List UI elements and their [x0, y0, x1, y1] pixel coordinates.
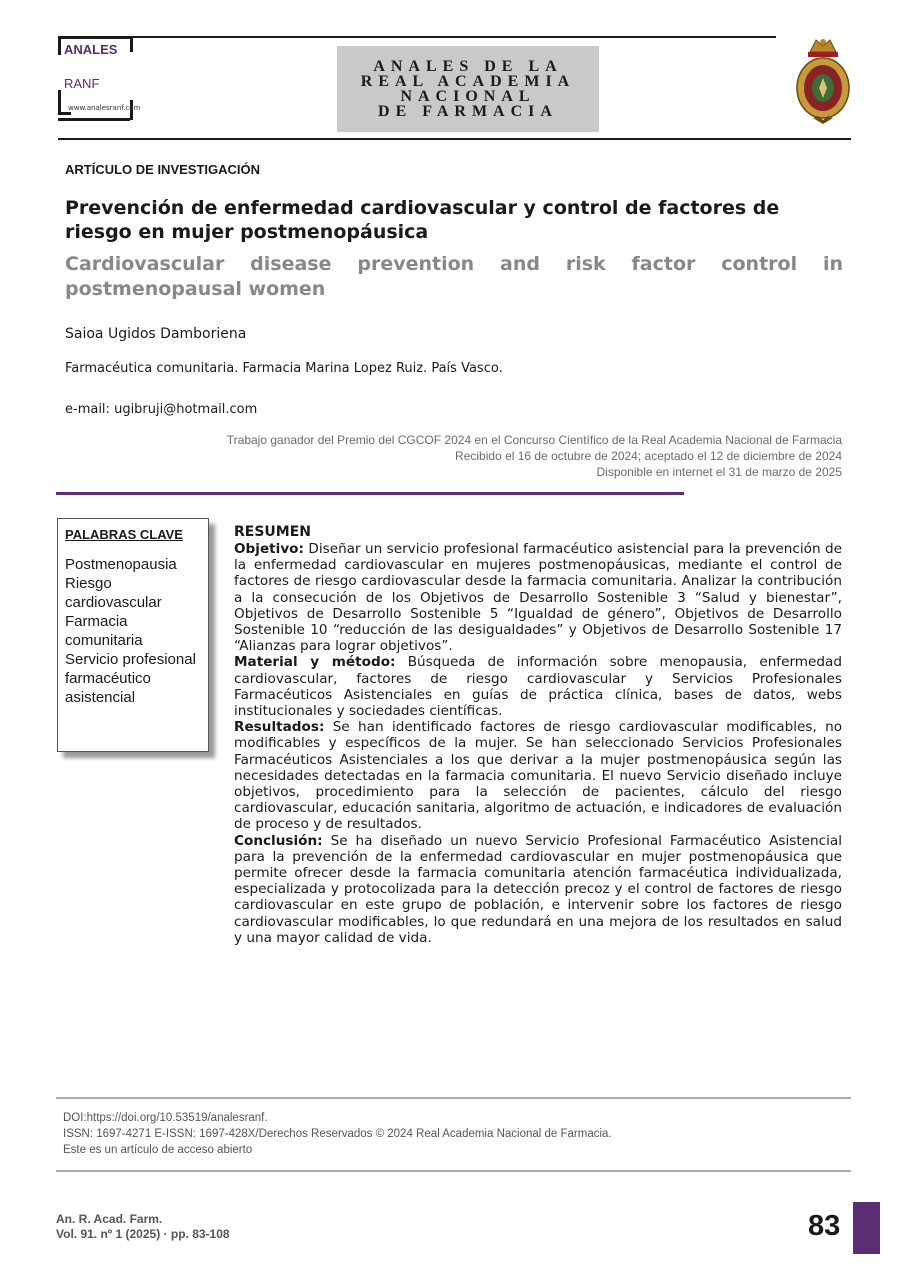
open-access-line: Este es un artículo de acceso abierto [63, 1144, 253, 1156]
footer-bottom-rule [56, 1170, 851, 1172]
logo-url[interactable]: www.analesranf.com [68, 104, 141, 112]
section-text: Se ha diseñado un nuevo Servicio Profesional Farmacéutico Asistencial para la prevención de la enfermedad cardiovascular en mujer postmenopáusica que permite ofrecer desde la farmacia comunitaria atención farmacéutica individualizada, especializada y protocolizada para la detección precoz y el control de factores de riesgo cardiovascular en este grupo de población, e intervenir sobre los factores de riesgo cardiovascular modificables, lo que redundará en una mejora de los resultados en salud y una mayor calidad de vida. [234, 832, 842, 946]
article-title-en: Cardiovascular disease prevention and risk factor control in postmenopausal women [65, 253, 843, 300]
abstract-objective [234, 541, 842, 654]
article-dates [100, 432, 842, 480]
logo-anales-text: ANALES [64, 42, 118, 57]
abstract-methods [234, 654, 842, 719]
author-email-line [65, 402, 257, 417]
journal-name-box [337, 46, 599, 132]
citation [56, 1212, 230, 1242]
abstract-results [234, 719, 842, 832]
doi-link[interactable]: DOI:https://doi.org/10.53519/analesranf. [63, 1112, 268, 1124]
available-note: Disponible en internet el 31 de marzo de 2025 [596, 465, 842, 479]
keyword-item: Farmacia comunitaria [65, 613, 143, 649]
footer-top-rule [56, 1097, 851, 1099]
section-text: Se han identificado factores de riesgo cardiovascular modificables, no modificables y específicos de la mujer. Se han seleccionado Servicios Profesionales Farmacéuticos Asistenciales a los que derivar a la mujer postmenopáusica según las necesidades detectadas en la farmacia comunitaria. El nuevo Servicio diseñado incluye objetivos, procedimiento para la selección de pacientes, cálculo del riesgo cardiovascular, educación sanitaria, algoritmo de actuación, e indicadores de evaluación de proceso y de resultados. [234, 719, 843, 833]
keyword-item: Postmenopausia [65, 556, 177, 573]
award-note: Trabajo ganador del Premio del CGCOF 2024 en el Concurso Científico de la Real Academia Nacional de Farmacia [226, 433, 842, 447]
citation-volume: Vol. 91. nº 1 (2025) · pp. 83-108 [56, 1227, 230, 1241]
abstract-conclusion [234, 833, 842, 946]
header-bottom-rule [58, 138, 851, 140]
section-text: Diseñar un servicio profesional farmacéutico asistencial para la prevención de la enfermedad cardiovascular en mujeres postmenopáusicas, mediante el control de factores de riesgo cardiovascular desde la farmacia comunitaria. Analizar la contribución a la consecución de los Objetivos de Desarrollo Sostenible 3 “Salud y bienestar”, Objetivos de Desarrollo Sostenible 5 “Igualdad de género”, Objetivos de Desarrollo Sostenible 10 “reducción de las desigualdades” y Objetivos de Desarrollo Sostenible 17 “Alianzas para lograr objetivos”. [234, 541, 842, 655]
section-label: Material y método: [234, 654, 396, 671]
section-label: Resultados: [234, 719, 325, 736]
email-link[interactable]: ugibruji@hotmail.com [114, 402, 258, 417]
section-label: Conclusión: [234, 832, 323, 849]
received-note: Recibido el 16 de octubre de 2024; aceptado el 12 de diciembre de 2024 [455, 449, 842, 463]
abstract-heading: RESUMEN [234, 524, 312, 540]
academy-crest-icon [788, 32, 858, 128]
article-title-es: Prevención de enfermedad cardiovascular y control de factores de riesgo en mujer postmenopáusica [65, 197, 780, 243]
journal-name-line-4: DE FARMACIA [378, 103, 558, 120]
abstract [234, 524, 842, 946]
page-accent-bar [853, 1202, 880, 1254]
author-affiliation: Farmacéutica comunitaria. Farmacia Marina Lopez Ruiz. País Vasco. [65, 361, 503, 376]
email-label: e-mail: [65, 402, 110, 417]
keyword-item: Riesgo cardiovascular [65, 575, 162, 611]
journal-name-line-2: REAL ACADEMIA [360, 73, 576, 90]
citation-journal: An. R. Acad. Farm. [56, 1212, 163, 1226]
section-text: Búsqueda de información sobre menopausia, enfermedad cardiovascular, factores de riesgo cardiovascular y Servicios Profesionales Farmacéuticos Asistenciales en guías de práctica clínica, bases de datos, webs institucionales y sociedades científicas. [234, 654, 843, 720]
section-label: Objetivo: [234, 541, 304, 557]
section-divider [56, 492, 684, 495]
journal-logo [58, 36, 168, 124]
keywords-box [57, 518, 209, 752]
article-type: ARTÍCULO DE INVESTIGACIÓN [65, 162, 261, 177]
page-number: 83 [808, 1210, 841, 1242]
journal-name-line-1: ANALES DE LA [373, 58, 563, 75]
issn-line: ISSN: 1697-4271 E-ISSN: 1697-428X/Derechos Reservados © 2024 Real Academia Nacional de Farmacia. [63, 1128, 612, 1140]
journal-name-line-3: NACIONAL [400, 88, 536, 105]
keyword-item: Servicio profesional farmacéutico asistencial [65, 651, 196, 706]
logo-ranf-text: RANF [64, 76, 100, 91]
header-top-rule [128, 36, 776, 38]
keywords-list [65, 555, 205, 707]
footer-meta [63, 1110, 612, 1158]
keywords-title: PALABRAS CLAVE [65, 527, 183, 542]
author-name: Saioa Ugidos Damboriena [65, 326, 247, 342]
